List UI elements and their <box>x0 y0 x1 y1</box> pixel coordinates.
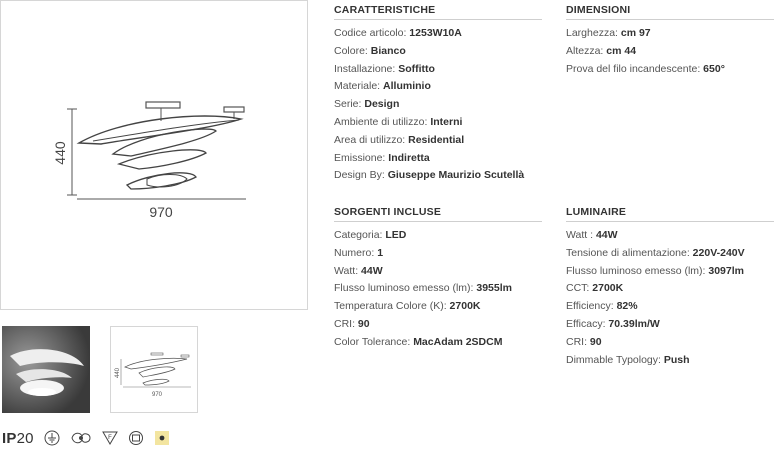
spec-row-area: Area di utilizzo: Residential <box>334 133 465 146</box>
sorgenti-heading: SORGENTI INCLUSE <box>334 205 542 222</box>
spec-row-tensione: Tensione di alimentazione: 220V-240V <box>566 246 745 259</box>
caratteristiche-heading: CARATTERISTICHE <box>334 3 542 20</box>
thumbnail-width-label: 970 <box>151 392 163 398</box>
spec-row-design-by: Design By: Giuseppe Maurizio Scutellà <box>334 169 525 182</box>
spec-row-altezza: Altezza: cm 44 <box>566 44 637 57</box>
spec-row-temperatura: Temperatura Colore (K): 2700K <box>334 300 481 313</box>
thumbnail-height-label: 440 <box>115 367 121 379</box>
spec-row-dimmable: Dimmable Typology: Push <box>566 353 690 366</box>
spec-row-flusso: Flusso luminoso emesso (lm): 3955lm <box>334 282 512 295</box>
dimensioni-section <box>566 3 774 78</box>
luminaire-section <box>566 205 774 369</box>
spec-row-watt: Watt: 44W <box>334 264 383 277</box>
ip-rating <box>2 430 34 447</box>
spec-row-materiale: Materiale: Alluminio <box>334 80 431 93</box>
spec-row-filo: Prova del filo incandescente: 650° <box>566 62 725 75</box>
spec-row-efficiency: Efficiency: 82% <box>566 300 638 313</box>
ground-symbol-icon <box>44 430 60 446</box>
height-dimension-label: 440 <box>52 141 68 165</box>
product-photo-thumbnail[interactable] <box>2 326 90 413</box>
dimensioni-heading: DIMENSIONI <box>566 3 774 20</box>
spec-row-cct: CCT: 2700K <box>566 282 624 295</box>
spec-row-installazione: Installazione: Soffitto <box>334 62 435 75</box>
certifications-bar <box>2 428 170 448</box>
svg-text:F: F <box>107 435 112 441</box>
spec-row-numero: Numero: 1 <box>334 246 384 259</box>
eac-mark-icon <box>128 430 144 446</box>
spec-row-cri: CRI: 90 <box>566 335 602 348</box>
spec-row-efficacy: Efficacy: 70.39lm/W <box>566 317 660 330</box>
spec-row-ambiente: Ambiente di utilizzo: Interni <box>334 115 463 128</box>
dimension-drawing <box>1 1 307 309</box>
spec-row-serie: Serie: Design <box>334 98 400 111</box>
spec-row-watt: Watt : 44W <box>566 229 618 241</box>
product-technical-drawing[interactable] <box>0 0 308 310</box>
sorgenti-section <box>334 205 542 352</box>
led-source-icon <box>154 430 170 446</box>
spec-row-emissione: Emissione: Indiretta <box>334 151 430 164</box>
enec-mark-icon <box>70 430 92 446</box>
width-dimension-label: 970 <box>149 204 173 220</box>
spec-row-codice: Codice articolo: 1253W10A <box>334 27 462 39</box>
f-mark-triangle-icon <box>102 430 118 446</box>
spec-row-larghezza: Larghezza: cm 97 <box>566 27 651 39</box>
spec-row-color-tolerance: Color Tolerance: MacAdam 2SDCM <box>334 335 503 348</box>
spec-row-colore: Colore: Bianco <box>334 44 406 57</box>
spec-row-categoria: Categoria: LED <box>334 229 407 241</box>
ip-number: 20 <box>16 429 34 447</box>
caratteristiche-section <box>334 3 542 185</box>
luminaire-heading: LUMINAIRE <box>566 205 774 222</box>
spec-row-flusso: Flusso luminoso emesso (lm): 3097lm <box>566 264 744 277</box>
drawing-thumbnail[interactable] <box>110 326 198 413</box>
ip-prefix: IP <box>2 429 17 447</box>
spec-row-cri: CRI: 90 <box>334 317 370 330</box>
